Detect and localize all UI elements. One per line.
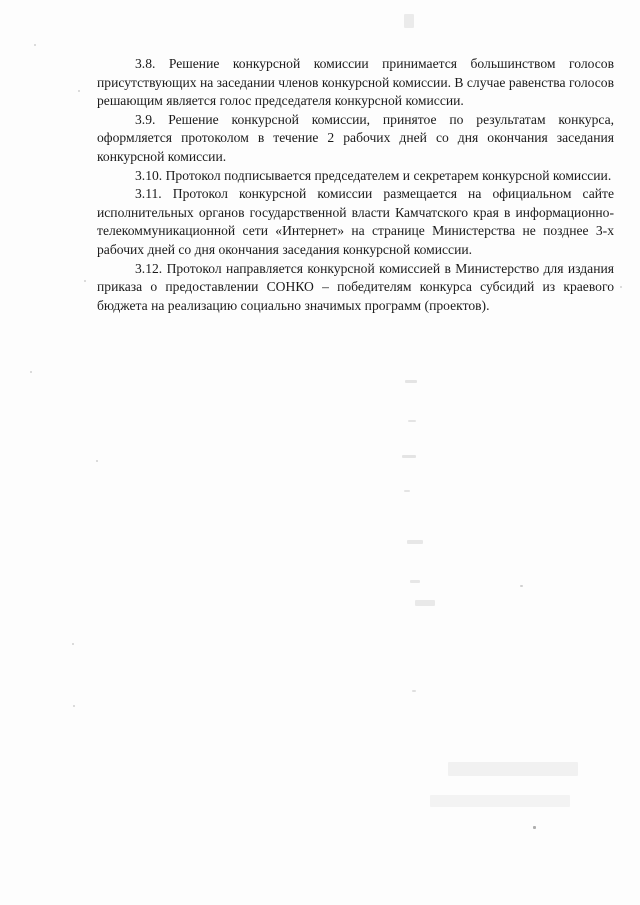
paragraph-3-9: 3.9. Решение конкурсной комиссии, принятое по результатам конкурса, оформляется протоколом в течение 2 рабочих дней со дня окончания заседания конкурсной комиссии. (97, 111, 614, 164)
paragraph-3-8: 3.8. Решение конкурсной комиссии принимается большинством голосов присутствующих на заседании членов конкурсной комиссии. В случае равенства голосов решающим является голос председателя конкурсной комиссии. (97, 56, 614, 109)
paragraph-3-10: 3.10. Протокол подписывается председателем и секретарем конкурсной комиссии. (135, 167, 612, 183)
document-body (97, 55, 614, 315)
paragraph-3-11: 3.11. Протокол конкурсной комиссии размещается на официальном сайте исполнительных органов государственной власти Камчатского края в информационно-телекоммуникационной сети «Интернет» на странице Министерства не позднее 3-х рабочих дней со дня окончания заседания конкурсной комиссии. (97, 186, 614, 257)
paragraph-3-12: 3.12. Протокол направляется конкурсной комиссией в Министерство для издания приказа о предоставлении СОНКО – победителям конкурса субсидий из краевого бюджета на реализацию социально значимых программ (проектов). (97, 260, 614, 313)
